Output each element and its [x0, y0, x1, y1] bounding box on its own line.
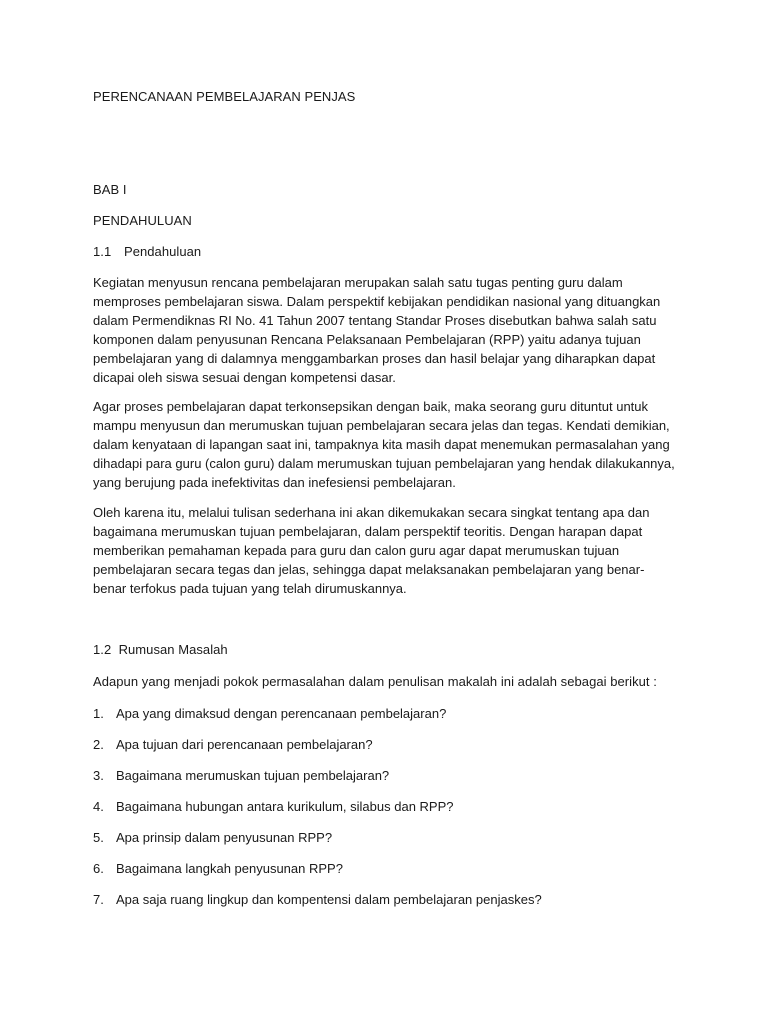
paragraph-line: Agar proses pembelajaran dapat terkonsepsikan dengan baik, maka seorang guru dituntut untuk — [93, 399, 649, 414]
list-intro: Adapun yang menjadi pokok permasalahan dalam penulisan makalah ini adalah sebagai berikut : — [93, 674, 657, 689]
list-item — [93, 735, 373, 754]
paragraph-line: komponen dalam penyusunan Rencana Pelaksanaan Pembelajaran (RPP) yaitu adanya tujuan — [93, 332, 641, 347]
paragraph-1 — [93, 273, 673, 387]
paragraph-line: Kegiatan menyusun rencana pembelajaran merupakan salah satu tugas penting guru dalam — [93, 275, 623, 290]
list-text: Apa yang dimaksud dengan perencanaan pembelajaran? — [116, 706, 447, 721]
section-number: 1.2 — [93, 642, 112, 657]
paragraph-3 — [93, 503, 673, 598]
section-title: Rumusan Masalah — [118, 642, 228, 657]
list-number: 1. — [93, 706, 104, 721]
paragraph-line: pembelajaran secara tegas dan jelas, sehingga dapat melaksanakan pembelajaran yang benar- — [93, 562, 645, 577]
list-text: Bagaimana langkah penyusunan RPP? — [116, 861, 343, 876]
paragraph-2 — [93, 397, 673, 492]
list-text: Apa tujuan dari perencanaan pembelajaran? — [116, 737, 373, 752]
list-number: 2. — [93, 737, 104, 752]
paragraph-line: benar terfokus pada tujuan yang telah dirumuskannya. — [93, 581, 407, 596]
list-item — [93, 890, 542, 909]
list-item — [93, 704, 446, 723]
paragraph-line: dalam kenyataan di lapangan saat ini, tampaknya kita masih dapat menemukan permasalahan yang — [93, 437, 670, 452]
paragraph-line: dicapai oleh siswa sesuai dengan kompetensi dasar. — [93, 370, 396, 385]
paragraph-line: yang berujung pada inefektivitas dan inefesiensi pembelajaran. — [93, 475, 456, 490]
section-number: 1.1 — [93, 244, 112, 259]
paragraph-line: mampu menyusun dan merumuskan tujuan pembelajaran secara jelas dan tegas. Kendati demikian, — [93, 418, 670, 433]
list-text: Apa prinsip dalam penyusunan RPP? — [116, 830, 333, 845]
chapter-title: PENDAHULUAN — [93, 213, 192, 228]
list-text: Bagaimana hubungan antara kurikulum, silabus dan RPP? — [116, 799, 454, 814]
list-item — [93, 859, 343, 878]
list-number: 6. — [93, 861, 104, 876]
list-text: Apa saja ruang lingkup dan kompentensi dalam pembelajaran penjaskes? — [116, 892, 542, 907]
list-item — [93, 766, 389, 785]
list-number: 7. — [93, 892, 104, 907]
chapter-label: BAB I — [93, 182, 127, 197]
paragraph-line: dihadapi para guru (calon guru) dalam merumuskan tujuan pembelajaran yang hendak dilakukannya, — [93, 456, 675, 471]
list-text: Bagaimana merumuskan tujuan pembelajaran? — [116, 768, 390, 783]
list-number: 4. — [93, 799, 104, 814]
paragraph-line: pembelajaran yang di dalamnya menggambarkan proses dan hasil belajar yang diharapkan dapat — [93, 351, 656, 366]
document-title: PERENCANAAN PEMBELAJARAN PENJAS — [93, 89, 356, 104]
list-item — [93, 828, 332, 847]
paragraph-line: dalam Permendiknas RI No. 41 Tahun 2007 tentang Standar Proses disebutkan bahwa salah satu — [93, 313, 657, 328]
list-item — [93, 797, 454, 816]
paragraph-line: memberikan pemahaman kepada para guru dan calon guru agar dapat merumuskan tujuan — [93, 543, 620, 558]
paragraph-line: memproses pembelajaran siswa. Dalam perspektif kebijakan pendidikan nasional yang dituangkan — [93, 294, 661, 309]
paragraph-line: bagaimana merumuskan tujuan pembelajaran, dalam perspektif teoritis. Dengan harapan dapat — [93, 524, 643, 539]
section-title: Pendahuluan — [124, 244, 202, 259]
paragraph-line: Oleh karena itu, melalui tulisan sederhana ini akan dikemukakan secara singkat tentang apa dan — [93, 505, 650, 520]
section-heading-1 — [93, 242, 201, 261]
list-number: 3. — [93, 768, 104, 783]
list-number: 5. — [93, 830, 104, 845]
section-heading-2 — [93, 640, 228, 659]
